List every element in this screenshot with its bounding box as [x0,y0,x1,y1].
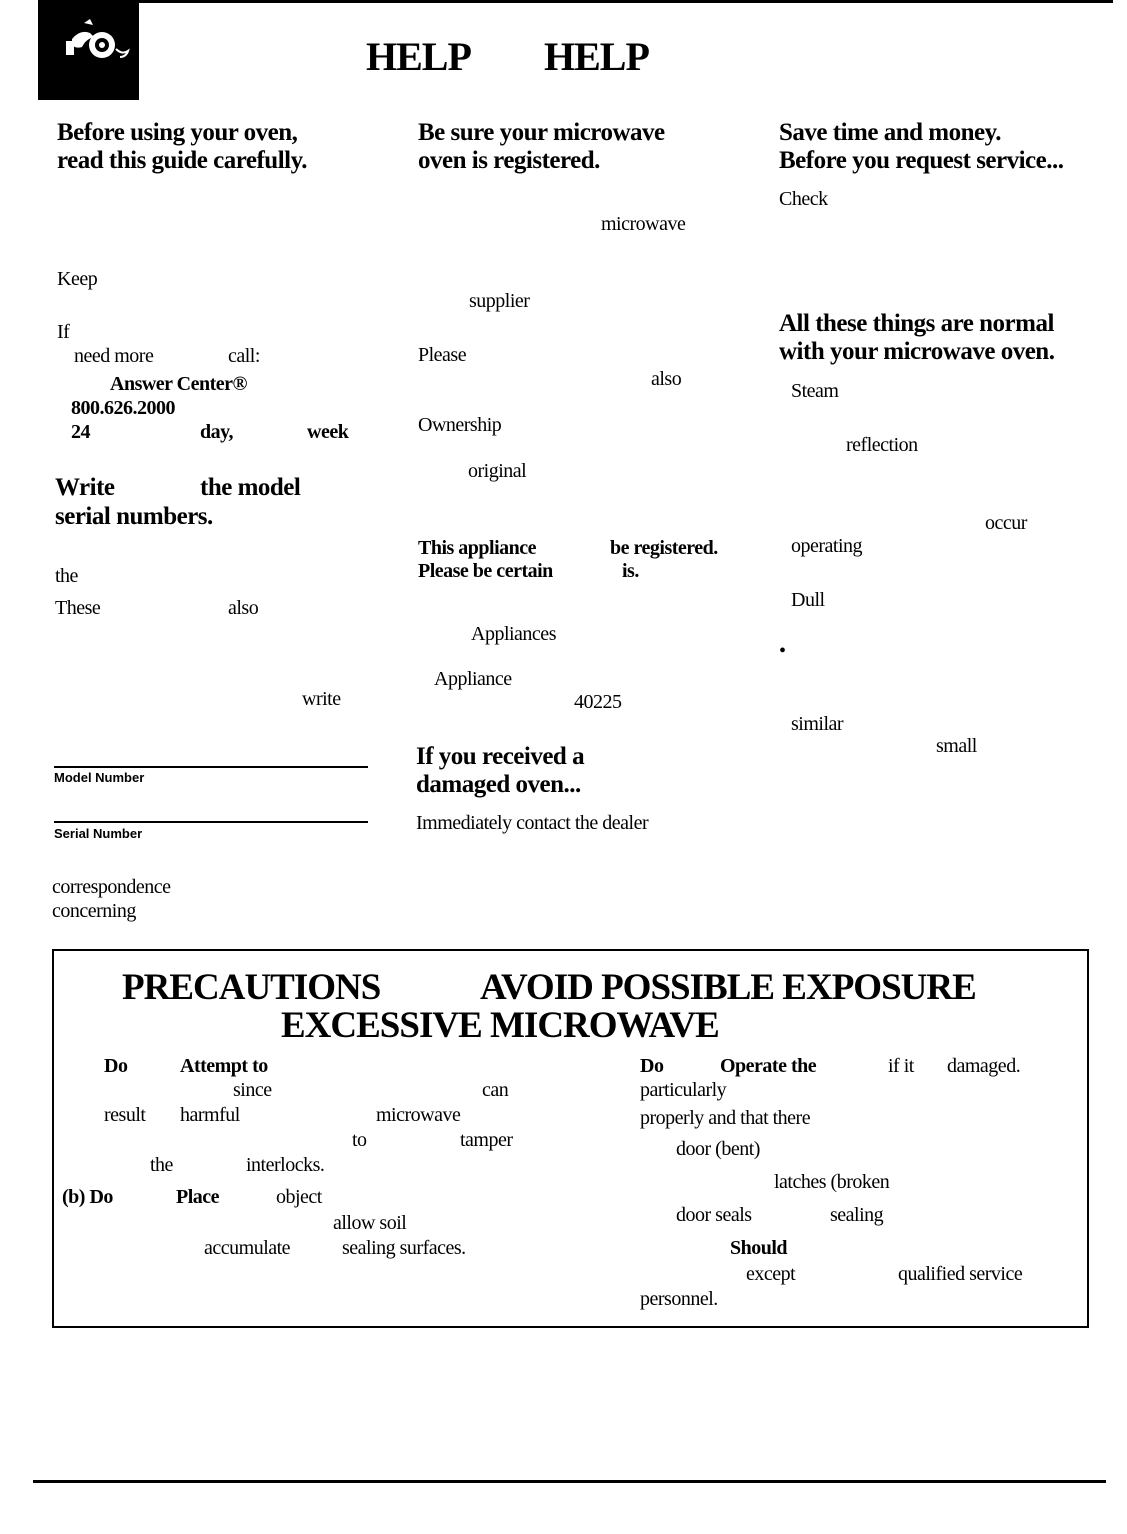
col3-dull: Dull [791,589,825,611]
col3-small: small [936,735,977,757]
prec-left-attempt: Attempt to [180,1055,268,1077]
col3-heading2-line2: with your microwave oven. [779,338,1055,365]
col2-heading2-line1: If you received a [416,743,585,770]
col1-the: the [55,565,78,587]
precautions-title-line2: EXCESSIVE MICROWAVE [281,1005,719,1046]
col3-occur: occur [985,512,1027,534]
prec-right-damaged: damaged. [947,1055,1021,1077]
col1-week: week [307,421,349,443]
prec-right-sealing: sealing [830,1204,884,1226]
prec-right-personnel: personnel. [640,1288,718,1310]
precautions-title-part2: AVOID POSSIBLE EXPOSURE [480,967,976,1008]
prec-left-harmful: harmful [180,1104,240,1126]
prec-left-the: the [150,1154,173,1176]
col2-zip: 40225 [574,691,622,713]
prec-left-since: since [233,1079,272,1101]
col1-keep: Keep [57,268,98,290]
header-word-1: HELP [366,34,471,79]
prec-right-latches: latches (broken [774,1171,890,1193]
col2-supplier: supplier [469,290,530,312]
col2-please: Please [418,344,467,366]
prec-right-particularly: particularly [640,1079,727,1101]
prec-left-accumulate: accumulate [204,1237,291,1259]
prec-right-properly: properly and that there [640,1107,811,1129]
col2-heading2-line2: damaged oven... [416,771,581,798]
col1-heading2-line2: serial numbers. [55,503,213,530]
col3-operating: operating [791,535,863,557]
serial-number-label: Serial Number [54,826,143,841]
col1-day: day, [200,421,234,443]
col2-ownership: Ownership [418,414,502,436]
model-number-line [54,766,368,768]
col2-appliances: Appliances [471,623,556,645]
prec-left-to: to [352,1129,367,1151]
col1-concerning: concerning [52,900,136,922]
col1-phone: 800.626.2000 [71,397,175,419]
col2-heading1-line2: oven is registered. [418,147,600,174]
col2-please-certain: Please be certain [418,560,553,582]
col3-check: Check [779,188,828,210]
prec-right-if-it: if it [888,1055,914,1077]
col1-answer-center: Answer Center® [110,373,247,395]
prec-left-can: can [482,1079,509,1101]
col1-call: call: [228,345,260,367]
prec-left-place: Place [176,1186,220,1208]
col1-if: If [57,321,70,343]
col1-heading1-line2: read this guide carefully. [57,147,307,174]
col3-reflection: reflection [846,434,918,456]
col2-appliance: Appliance [434,668,512,690]
prec-left-allow-soil: allow soil [333,1212,407,1234]
prec-right-do: Do [640,1055,664,1077]
prec-right-operate: Operate the [720,1055,817,1077]
prec-right-door-seals: door seals [676,1204,752,1226]
col2-microwave: microwave [601,213,686,235]
top-rule [38,0,1113,3]
col2-also: also [651,368,682,390]
prec-left-microwave: microwave [376,1104,461,1126]
col1-heading2-the-model: the model [200,474,301,501]
col2-this-appliance: This appliance [418,537,537,559]
prec-left-interlocks: interlocks. [246,1154,325,1176]
col3-steam: Steam [791,380,839,402]
col3-similar: similar [791,713,844,735]
prec-left-b-do: (b) Do [62,1186,113,1208]
prec-left-object: object [276,1186,322,1208]
col1-hours: 24 [71,421,90,443]
prec-left-sealing-surfaces: sealing surfaces. [342,1237,466,1259]
col3-bullet: • [779,640,786,662]
col3-heading1-line1: Save time and money. [779,119,1001,146]
precautions-title-part1: PRECAUTIONS [122,967,381,1008]
col1-heading2-write: Write [55,474,115,501]
prec-left-result: result [104,1104,146,1126]
serial-number-line [54,821,368,823]
logo-block [38,3,139,100]
col2-is: is. [622,560,639,582]
prec-right-door-bent: door (bent) [676,1138,760,1160]
col2-be-registered: be registered. [610,537,718,559]
col1-also: also [228,597,259,619]
col1-write: write [302,688,341,710]
col2-original: original [468,460,527,482]
prec-right-except: except [746,1263,796,1285]
appliance-logo-icon [44,9,134,79]
col1-these: These [55,597,101,619]
col2-immediately: Immediately contact the dealer [416,812,649,834]
col3-heading1-line2: Before you request service... [779,147,1064,174]
col2-heading1-line1: Be sure your microwave [418,119,665,146]
prec-left-tamper: tamper [460,1129,513,1151]
bottom-rule [33,1480,1106,1483]
col1-correspondence: correspondence [52,876,171,898]
prec-left-do: Do [104,1055,128,1077]
header-word-2: HELP [544,34,649,79]
model-number-label: Model Number [54,770,145,785]
prec-right-qualified: qualified service [898,1263,1023,1285]
col1-heading1-line1: Before using your oven, [57,119,298,146]
prec-right-should: Should [730,1237,788,1259]
col1-need-more: need more [74,345,154,367]
col3-heading2-line1: All these things are normal [779,310,1054,337]
